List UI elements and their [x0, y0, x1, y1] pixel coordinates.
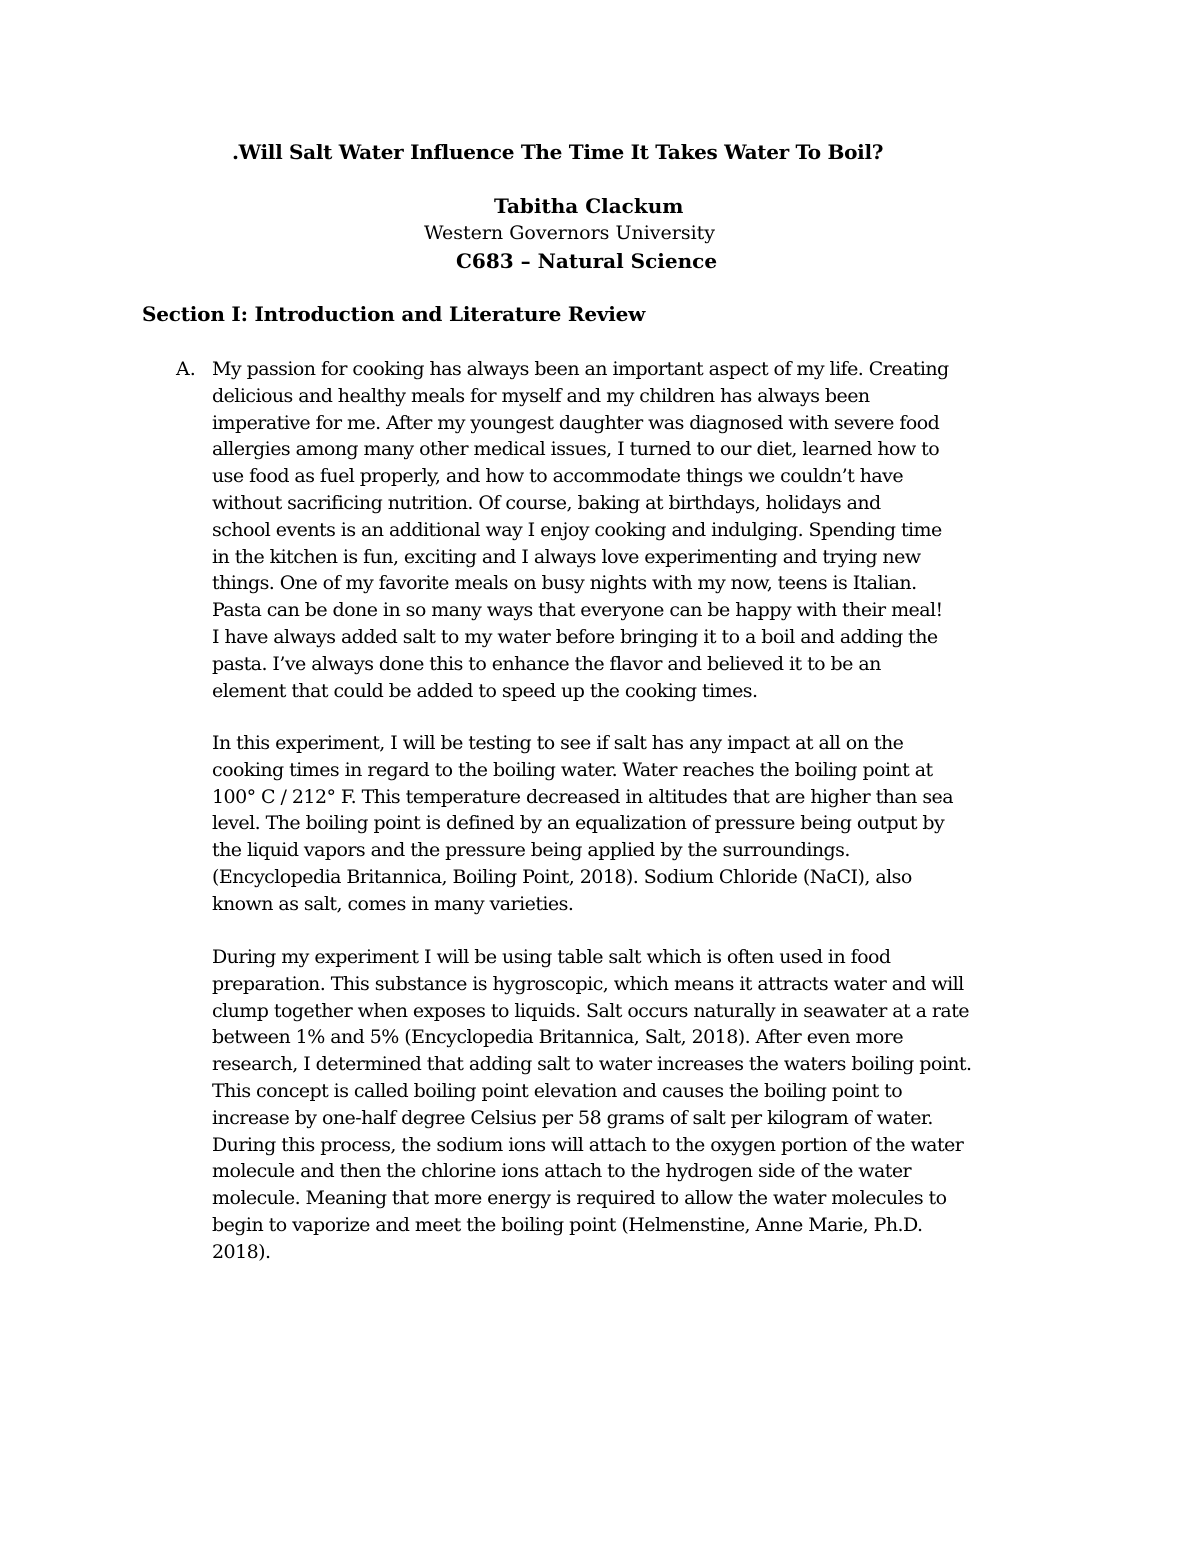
paragraph-line: I have always added salt to my water before bringing it to a boil and adding the: [212, 625, 938, 648]
course-name: C683 – Natural Science: [456, 249, 718, 273]
paragraph-line: During this process, the sodium ions will attach to the oxygen portion of the water: [212, 1133, 964, 1156]
paragraph-line: During my experiment I will be using table salt which is often used in food: [212, 946, 891, 968]
paragraph-line: use food as fuel properly, and how to accommodate things we couldn’t have: [212, 465, 904, 488]
paragraph-line: increase by one-half degree Celsius per 58 grams of salt per kilogram of water.: [212, 1106, 933, 1129]
paragraph-line: In this experiment, I will be testing to see if salt has any impact at all on the: [212, 732, 904, 754]
paragraph-line: without sacrificing nutrition. Of course, baking at birthdays, holidays and: [212, 491, 881, 514]
paragraph-3: [212, 944, 1070, 1266]
section-heading: Section I: Introduction and Literature Review: [142, 302, 646, 326]
paragraph-line: This concept is called boiling point elevation and causes the boiling point to: [212, 1079, 903, 1102]
paragraph-line: known as salt, comes in many varieties.: [212, 892, 574, 915]
paragraph-line: level. The boiling point is defined by an equalization of pressure being output by: [212, 812, 945, 835]
paragraph-line: school events is an additional way I enjoy cooking and indulging. Spending time: [212, 518, 942, 541]
paragraph-line: preparation. This substance is hygroscopic, which means it attracts water and will: [212, 972, 964, 995]
author-name: Tabitha Clackum: [494, 194, 684, 218]
paragraph-line: cooking times in regard to the boiling water. Water reaches the boiling point at: [212, 758, 933, 781]
paragraph-2: [212, 730, 1070, 918]
institution-name: Western Governors University: [424, 222, 716, 244]
paragraph-line: research, I determined that adding salt to water increases the waters boiling point.: [212, 1053, 972, 1076]
paragraph-line: Pasta can be done in so many ways that everyone can be happy with their meal!: [212, 599, 943, 622]
paragraph-line: 100° C / 212° F. This temperature decreased in altitudes that are higher than sea: [212, 785, 953, 808]
list-marker: A.: [176, 358, 196, 380]
paragraph-line: pasta. I’ve always done this to enhance the flavor and believed it to be an: [212, 652, 881, 675]
paragraph-line: in the kitchen is fun, exciting and I always love experimenting and trying new: [212, 545, 921, 568]
paragraph-line: 2018).: [212, 1240, 271, 1263]
paragraph-line: things. One of my favorite meals on busy nights with my now, teens is Italian.: [212, 572, 917, 595]
paragraph-line: My passion for cooking has always been an important aspect of my life. Creating: [212, 358, 949, 380]
paragraph-line: molecule and then the chlorine ions attach to the hydrogen side of the water: [212, 1160, 912, 1183]
paragraph-1: [212, 356, 1070, 704]
paragraph-line: the liquid vapors and the pressure being applied by the surroundings.: [212, 839, 850, 862]
paragraph-line: clump together when exposes to liquids. Salt occurs naturally in seawater at a rate: [212, 999, 969, 1022]
paragraph-line: (Encyclopedia Britannica, Boiling Point, 2018). Sodium Chloride (NaCI), also: [212, 865, 912, 888]
paragraph-line: molecule. Meaning that more energy is required to allow the water molecules to: [212, 1187, 947, 1210]
paragraph-line: delicious and healthy meals for myself and my children has always been: [212, 384, 870, 407]
paragraph-line: element that could be added to speed up the cooking times.: [212, 679, 758, 702]
paragraph-line: between 1% and 5% (Encyclopedia Britannica, Salt, 2018). After even more: [212, 1026, 904, 1049]
paragraph-line: imperative for me. After my youngest daughter was diagnosed with severe food: [212, 411, 940, 434]
document-title: .Will Salt Water Influence The Time It Takes Water To Boil?: [232, 140, 884, 164]
paragraph-line: begin to vaporize and meet the boiling point (Helmenstine, Anne Marie, Ph.D.: [212, 1213, 923, 1236]
paragraph-line: allergies among many other medical issues, I turned to our diet, learned how to: [212, 438, 940, 461]
